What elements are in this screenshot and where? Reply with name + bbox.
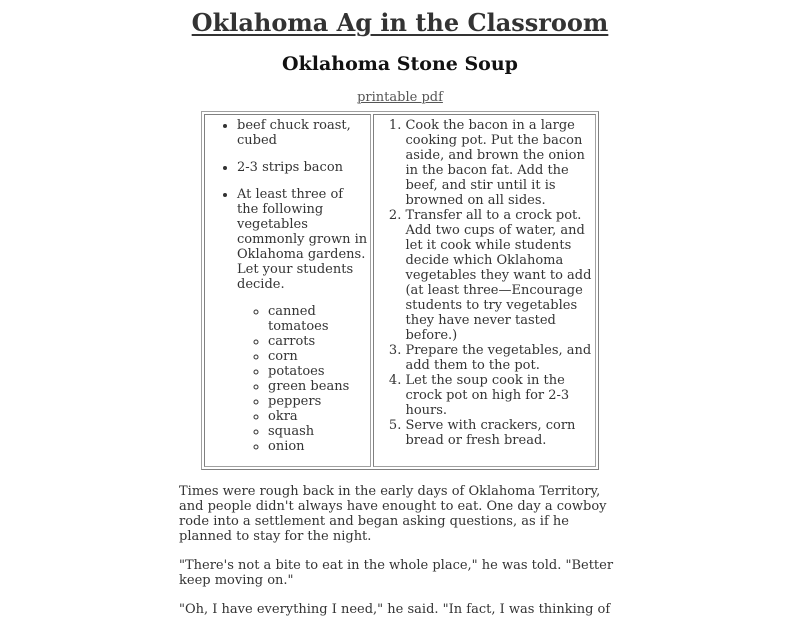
vegetable-item: ◦ okra (268, 409, 368, 424)
step-item: 3. Prepare the vegetables, and add them to the pot. (405, 343, 595, 373)
step-item: 2. Transfer all to a crock pot. Add two cups of water, and let it cook while students decide which Oklahoma vegetables they want to add (at least three—Encourage students to try vegetables they have never tasted before.) (405, 208, 595, 343)
step-item: 5. Serve with crackers, corn bread or fresh bread. (405, 418, 595, 448)
recipe-table (201, 111, 599, 470)
ingredient-item: • 2-3 strips bacon (237, 160, 370, 175)
step-item: 4. Let the soup cook in the crock pot on high for 2-3 hours. (405, 373, 595, 418)
story-paragraph: "There's not a bite to eat in the whole place," he was told. "Better keep moving on." (179, 558, 614, 588)
steps-cell (373, 114, 596, 467)
ingredients-list (205, 118, 370, 454)
ingredient-item (237, 187, 370, 454)
vegetable-item: ◦ peppers (268, 394, 368, 409)
story-text (179, 484, 621, 617)
steps-list (374, 118, 595, 448)
vegetable-list (237, 304, 368, 454)
vegetable-item: ◦ onion (268, 439, 368, 454)
pdf-link-row (179, 90, 621, 105)
vegetable-item: ◦ green beans (268, 379, 368, 394)
page-content (179, 0, 621, 617)
ingredients-cell (204, 114, 371, 467)
vegetable-item: ◦ potatoes (268, 364, 368, 379)
site-title (179, 0, 621, 37)
vegetable-item: ◦ squash (268, 424, 368, 439)
story-paragraph: Times were rough back in the early days of Oklahoma Territory, and people didn't always have enought to eat. One day a cowboy rode into a settlement and began asking questions, as if he planned to stay for the night. (179, 484, 607, 544)
vegetable-item: ◦ corn (268, 349, 368, 364)
page-title: Oklahoma Stone Soup (282, 53, 518, 75)
step-item: 1. Cook the bacon in a large cooking pot. Put the bacon aside, and brown the onion in the bacon fat. Add the beef, and stir until it is browned on all sides. (405, 118, 595, 208)
vegetable-item: ◦ carrots (268, 334, 368, 349)
ingredient-item-text: At least three of the following vegetables commonly grown in Oklahoma gardens. Let your students decide. (237, 187, 368, 292)
story-paragraph: "Oh, I have everything I need," he said. "In fact, I was thinking of (179, 602, 611, 617)
printable-pdf-link[interactable]: printable pdf (357, 90, 443, 105)
site-title-link[interactable]: Oklahoma Ag in the Classroom (191, 8, 609, 37)
ingredient-item: • beef chuck roast, cubed (237, 118, 370, 148)
vegetable-item: ◦ canned tomatoes (268, 304, 368, 334)
